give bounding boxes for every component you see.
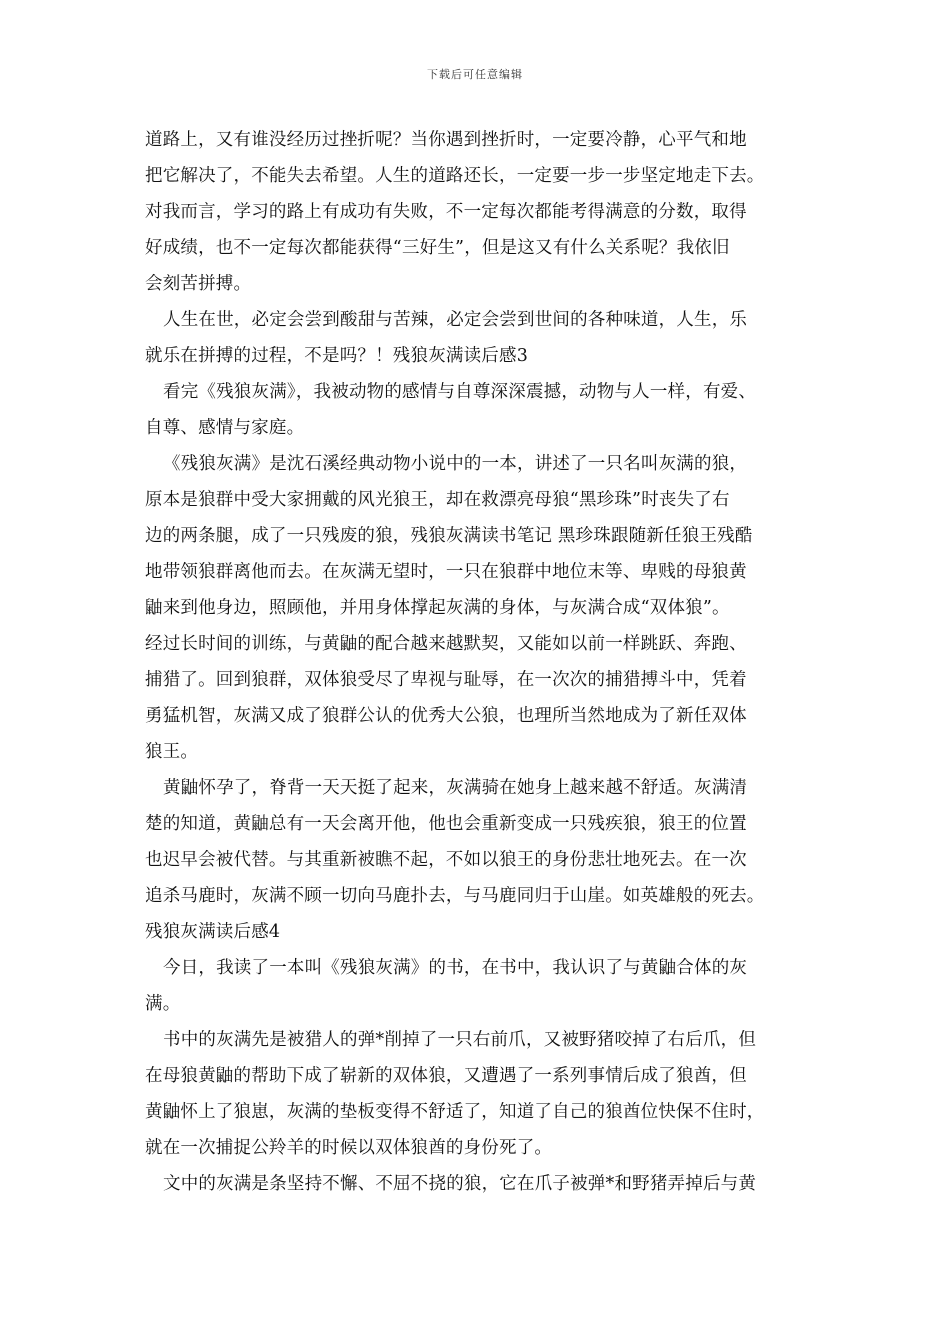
text-line: 狼王。 — [145, 742, 199, 762]
document-body — [145, 122, 825, 1202]
text-line: 黄鼬怀上了狼崽，灰满的垫板变得不舒适了，知道了自己的狼酋位快保不住时， — [145, 1102, 765, 1122]
text-line: 看完《残狼灰满》，我被动物的感情与自尊深深震撼，动物与人一样，有爱、 — [163, 382, 757, 402]
page-header: 下载后可任意编辑 — [427, 68, 523, 81]
text-line: 道路上，又有谁没经历过挫折呢？当你遇到挫折时，一定要冷静，心平气和地 — [145, 130, 747, 150]
text-line: 就在一次捕捉公羚羊的时候以双体狼酋的身份死了。 — [145, 1138, 553, 1158]
text-line: 自尊、感情与家庭。 — [145, 418, 305, 438]
text-line: 把它解决了，不能失去希望。人生的道路还长，一定要一步一步坚定地走下去。 — [145, 166, 765, 186]
text-line: 楚的知道，黄鼬总有一天会离开他，他也会重新变成一只残疾狼，狼王的位置 — [145, 814, 747, 834]
text-line: 满。 — [145, 994, 181, 1014]
text-line: 今日，我读了一本叫《残狼灰满》的书，在书中，我认识了与黄鼬合体的灰 — [163, 958, 748, 978]
text-line: 会刻苦拼搏。 — [145, 274, 252, 294]
text-line: 边的两条腿，成了一只残废的狼，残狼灰满读书笔记 黑珍珠跟随新任狼王残酷 — [145, 526, 753, 546]
text-line: 勇猛机智，灰满又成了狼群公认的优秀大公狼，也理所当然地成为了新任双体 — [145, 706, 747, 726]
text-line: 黄鼬怀孕了，脊背一天天挺了起来，灰满骑在她身上越来越不舒适。灰满清 — [163, 778, 748, 798]
text-line: 也迟早会被代替。与其重新被瞧不起，不如以狼王的身份悲壮地死去。在一次 — [145, 850, 747, 870]
text-line: 原本是狼群中受大家拥戴的风光狼王，却在救漂亮母狼“黑珍珠”时丧失了右 — [145, 490, 730, 510]
text-line: 就乐在拼搏的过程，不是吗？！残狼灰满读后感3 — [145, 346, 529, 366]
text-line: 对我而言，学习的路上有成功有失败，不一定每次都能考得满意的分数，取得 — [145, 202, 747, 222]
text-line: 在母狼黄鼬的帮助下成了崭新的双体狼，又遭遇了一系列事情后成了狼酋，但 — [145, 1066, 747, 1086]
text-line: 《残狼灰满》是沈石溪经典动物小说中的一本，讲述了一只名叫灰满的狼， — [163, 454, 748, 474]
text-line: 人生在世，必定会尝到酸甜与苦辣，必定会尝到世间的各种味道，人生，乐 — [163, 310, 748, 330]
text-line: 好成绩，也不一定每次都能获得“三好生”，但是这又有什么关系呢？我依旧 — [145, 238, 730, 258]
text-line: 文中的灰满是条坚持不懈、不屈不挠的狼，它在爪子被弹*和野猪弄掉后与黄 — [163, 1174, 757, 1194]
text-line: 鼬来到他身边，照顾他，并用身体撑起灰满的身体，与灰满合成“双体狼”。 — [145, 598, 730, 618]
text-line: 地带领狼群离他而去。在灰满无望时，一只在狼群中地位末等、卑贱的母狼黄 — [145, 562, 747, 582]
text-line: 残狼灰满读后感4 — [145, 922, 281, 942]
text-line: 经过长时间的训练，与黄鼬的配合越来越默契，又能如以前一样跳跃、奔跑、 — [145, 634, 747, 654]
text-line: 追杀马鹿时，灰满不顾一切向马鹿扑去，与马鹿同归于山崖。如英雄般的死去。 — [145, 886, 765, 906]
text-line: 书中的灰满先是被猎人的弹*削掉了一只右前爪，又被野猪咬掉了右后爪，但 — [163, 1030, 757, 1050]
text-line: 捕猎了。回到狼群，双体狼受尽了卑视与耻辱，在一次次的捕猎搏斗中，凭着 — [145, 670, 747, 690]
